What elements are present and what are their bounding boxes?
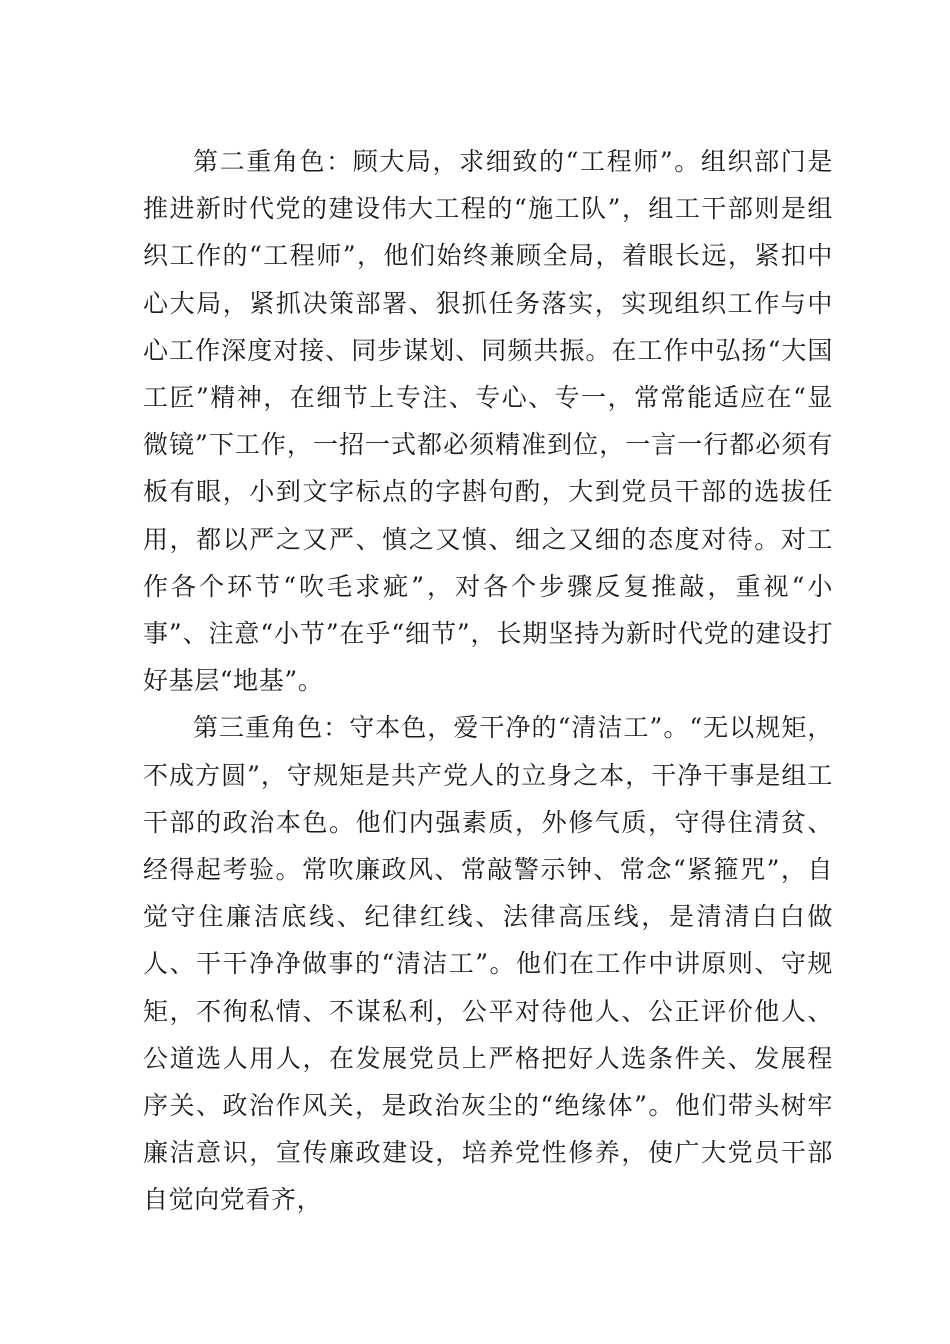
paragraph-role-three: 第三重角色：守本色，爱干净的“清洁工”。“无以规矩，不成方圆”，守规矩是共产党人的立身之本，干净干事是组工干部的政治本色。他们内强素质，外修气质，守得住清贫、经得起考验。常吹廉政风、常敲警示钟、常念“紧箍咒”，自觉守住廉洁底线、纪律红线、法律高压线，是清清白白做人、干干净净做事的“清洁工”。他们在工作中讲原则、守规矩，不徇私情、不谋私利，公平对待他人、公正评价他人、公道选人用人，在发展党员上严格把好人选条件关、发展程序关、政治作风关，是政治灰尘的“绝缘体”。他们带头树牢廉洁意识，宣传廉政建设，培养党性修养，使广大党员干部自觉向党看齐，	[143, 713, 833, 1215]
document-body	[143, 138, 833, 1224]
paragraph-role-two: 第二重角色：顾大局，求细致的“工程师”。组织部门是推进新时代党的建设伟大工程的“施工队”，组工干部则是组织工作的“工程师”，他们始终兼顾全局，着眼长远，紧扣中心大局，紧抓决策部署、狠抓任务落实，实现组织工作与中心工作深度对接、同步谋划、同频共振。在工作中弘扬“大国工匠”精神，在细节上专注、专心、专一，常常能适应在“显微镜”下工作，一招一式都必须精准到位，一言一行都必须有板有眼，小到文字标点的字斟句酌，大到党员干部的选拔任用，都以严之又严、慎之又慎、细之又细的态度对待。对工作各个环节“吹毛求疵”，对各个步骤反复推敲，重视“小事”、注意“小节”在乎“细节”，长期坚持为新时代党的建设打好基层“地基”。	[143, 147, 833, 696]
